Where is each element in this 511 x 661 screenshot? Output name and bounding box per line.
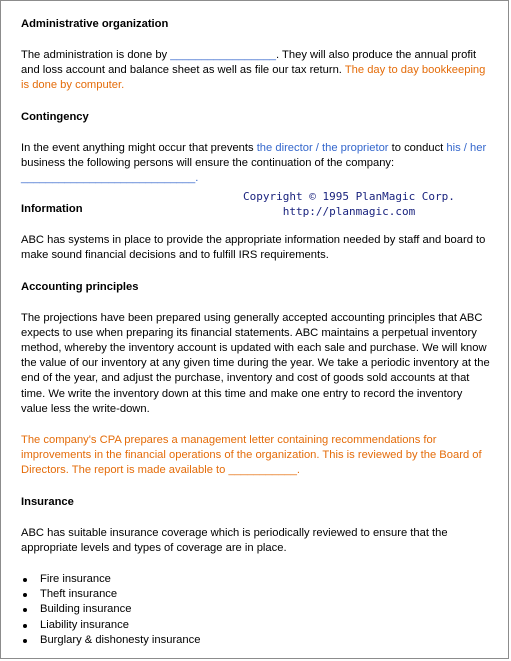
list-item: Burglary & dishonesty insurance — [21, 633, 490, 648]
copyright-url: http://planmagic.com — [282, 205, 416, 218]
accounting-blank: ___________. — [228, 464, 301, 477]
list-item: Theft insurance — [21, 587, 490, 602]
contingency-text-1: In the event anything might occur that prevents — [21, 141, 257, 154]
contingency-text-2: to conduct — [388, 141, 447, 154]
insurance-list — [21, 572, 490, 648]
contingency-text-3: business the following persons will ensure the continuation of the company: — [21, 156, 395, 169]
heading-administrative-organization: Administrative organization — [21, 18, 169, 30]
accounting-paragraph-2 — [21, 433, 490, 479]
admin-text-2: . They will also produce the annual profit and loss account and balance sheet as well as file our tax return. — [21, 49, 477, 77]
heading-information: Information — [21, 203, 83, 216]
contingency-blue-1: the director / the proprietor — [256, 141, 389, 154]
copyright-watermark — [243, 189, 455, 219]
list-item: Building insurance — [21, 602, 490, 617]
information-paragraph: ABC has systems in place to provide the appropriate information needed by staff and board to make sound financial decisions and to fulfill IRS requirements. — [21, 234, 486, 262]
insurance-paragraph: ABC has suitable insurance coverage which is periodically reviewed to ensure that the appropriate levels and types of coverage are in place. — [21, 526, 448, 554]
heading-insurance: Insurance — [21, 495, 74, 508]
heading-contingency: Contingency — [21, 110, 89, 123]
accounting-cpa-text: The company's CPA prepares a management letter containing recommendations for improvements in the financial operations of the organization. This is reviewed by the Board of Directors. The report is made available to — [21, 434, 482, 477]
copyright-line: Copyright © 1995 PlanMagic Corp. — [243, 190, 455, 203]
accounting-paragraph-1: The projections have been prepared using generally accepted accounting principles that ABC expects to use when preparing its financial statements. ABC maintains a perpetual inventory method, whereby the inventory account is updated with each sale and purchase. We will know the value of our inventory at any given time during the year. We take a periodic inventory at the end of the year, and adjust the purchase, inventory and cost of goods sold accounts at that time. We write the inventory down at this time and make one entry to record the inventory value less the write-down. — [21, 311, 490, 415]
admin-text-1: The administration is done by — [21, 49, 171, 61]
admin-blank: _________________ — [170, 49, 277, 61]
contingency-blank: ____________________________. — [21, 172, 199, 185]
heading-accounting-principles: Accounting principles — [21, 280, 139, 293]
admin-paragraph — [21, 48, 490, 94]
list-item: Fire insurance — [21, 572, 490, 587]
admin-orange-text: The day to day bookkeeping is done by computer. — [21, 64, 486, 92]
contingency-paragraph — [21, 141, 490, 187]
list-item: Liability insurance — [21, 618, 490, 633]
contingency-blue-2: his / her — [446, 141, 487, 154]
